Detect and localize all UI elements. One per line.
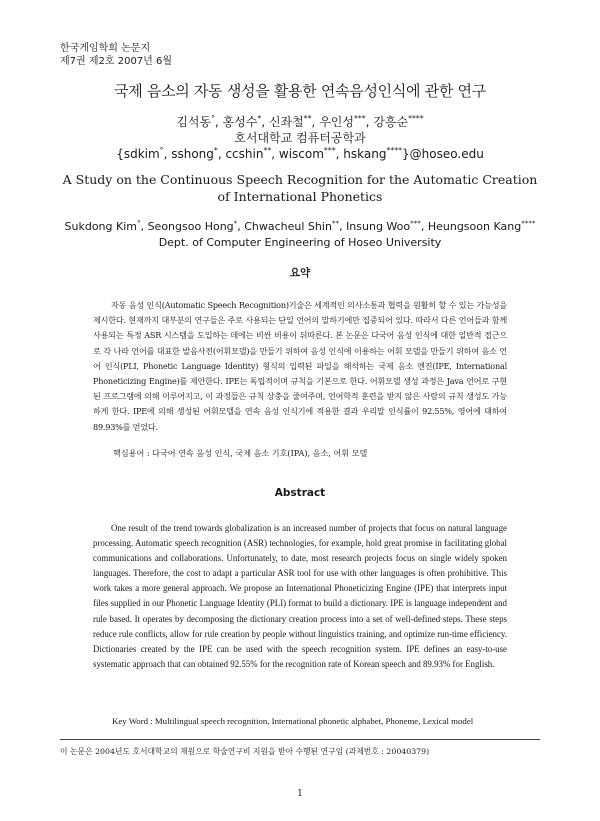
paper-title-korean: 국제 음소의 자동 생성을 활용한 연속음성인식에 관한 연구 <box>114 82 486 100</box>
journal-name: 한국게임학회 논문지 <box>60 43 151 54</box>
funding-footnote: 이 논문은 2004년도 호서대학교의 재원으로 학술연구비 지원을 받아 수행된 연구임 (과제번호 : 20040379) <box>60 747 430 756</box>
author-name: Insung Woo <box>346 220 411 233</box>
email-brace-close: } <box>402 147 410 161</box>
author-mark: ** <box>303 114 312 123</box>
email-mark: *** <box>323 146 336 155</box>
affiliation-korean: 호서대학교 컴퓨터공학과 <box>234 131 366 145</box>
author-name: 홍성수 <box>222 115 258 129</box>
email-id: ccshin <box>225 147 264 161</box>
affiliation-english: Dept. of Computer Engineering of Hoseo University <box>158 236 442 249</box>
email-mark: ° <box>159 146 164 155</box>
section-heading-korean-abstract: 요약 <box>289 267 311 279</box>
author-emails: {sdkim°, sshong*, ccshin**, wiscom***, hskang****}@hoseo.edu <box>116 146 484 161</box>
keywords-english: Key Word : Multilingual speech recognition, International phonetic alphabet, Phoneme, Lexical model <box>112 716 474 726</box>
abstract-english-body: One result of the trend towards globalization is an increased number of projects that focus on natural language processing. Automatic speech recognition (ASR) technologies, for example, hold great promise in facilitating global communications and collaborations. Unfortunately, to date, most research projects focus on single widely spoken languages. Therefore, the cost to adapt a particular ASR tool for use with other languages is often prohibitive. This work takes a more general approach. We propose an International Phoneticizing Engine (IPE) that interprets input files supplied in our Phonetic Language Identity (PLI) format to build a dictionary. IPE is language independent and rule based. It operates by decomposing the dictionary creation process into a set of well-defined steps. These steps reduce rule conflicts, allow for rule creation by people without linguistics training, and optimize run-time efficiency. Dictionaries created by the IPE can be used with the speech recognition system. IPE defines an easy-to-use systematic approach that can obtained 92.55% for the recognition rate of Korean speech and 89.93% for English. <box>93 523 507 669</box>
author-name: 강흥순 <box>373 115 409 129</box>
author-mark: * <box>233 218 238 228</box>
email-id: hskang <box>343 147 387 161</box>
email-domain: @hoseo.edu <box>409 147 484 161</box>
author-name: 신좌철 <box>268 115 304 129</box>
author-mark: *** <box>353 114 366 123</box>
author-list-korean: 김석동°, 홍성수*, 신좌철**, 우인성***, 강흥순**** <box>176 114 424 129</box>
email-brace-open: { <box>116 147 124 161</box>
author-mark: ° <box>137 218 141 228</box>
abstract-korean-body: 자동 음성 인식(Automatic Speech Recognition)기술은 세계적인 의사소통과 협력을 원활히 할 수 있는 가능성을 제시한다. 현재까지 대부분의 연구들은 주로 사용되는 단일 언어의 말하기에만 집중되어 있다. 따라서 다른 언어들과 함께 사용되는 특정 ASR 시스템을 도입하는 데에는 비싼 비용이 뒤따른다. 본 논문은 다국어 음성 인식에 대한 일반적 접근으로 각 나라 언어를 대표한 발음사전(어휘모델)을 만들기 위하여 음성 인식에 이용하는 어휘 모델을 만들기 위하여 음소 언어 인식(PLI, Phonetic Language Identity) 형식의 입력된 파일을 해석하는 국제 음소 엔진(IPE, International Phoneticizing Engine)를 제안한다. IPE는 독립적이며 규칙을 기본으로 한다. 어휘모델 생성 과정은 Java 언어로 구현된 프로그램에 의해 이루어지고, 이 과정들은 규칙 상충을 줄여주며, 언어학적 훈련을 받지 않은 사람의 규칙 생성도 가능하게 한다. IPE에 의해 생성된 어휘모델을 연속 음성 인식기에 적용한 결과 우리말 인식률이 92.55%, 영어에 대하여 89.93%를 얻었다. <box>93 300 507 432</box>
author-name: Seongsoo Hong <box>147 220 234 233</box>
author-block-korean <box>0 114 600 162</box>
email-mark: **** <box>386 146 403 155</box>
author-list-english: Sukdong Kim°, Seongsoo Hong*, Chwacheul Shin**, Insung Woo***, Heungsoon Kang**** <box>64 218 536 233</box>
journal-volume-issue: 제7권 제2호 2007년 6월 <box>60 56 173 67</box>
keywords-korean: 핵심용어 : 다국어 연속 음성 인식, 국제 음소 기호(IPA), 음소, 어휘 모델 <box>113 448 368 458</box>
author-mark: ** <box>331 218 340 228</box>
author-block-english <box>0 219 600 251</box>
email-mark: * <box>213 146 218 155</box>
section-heading-abstract: Abstract <box>274 487 326 499</box>
author-mark: ° <box>211 114 215 123</box>
author-name: 우인성 <box>319 115 354 129</box>
author-mark: **** <box>521 218 536 228</box>
author-name: Heungsoon Kang <box>427 220 522 233</box>
author-name: 김석동 <box>176 115 212 129</box>
author-name: Chwacheul Shin <box>244 220 332 233</box>
email-id: sdkim <box>123 147 160 161</box>
author-mark: *** <box>410 218 421 228</box>
paper-title-english: A Study on the Continuous Speech Recognition for the Automatic Creation of International Phonetics <box>62 172 538 204</box>
author-mark: * <box>257 114 262 123</box>
author-mark: **** <box>408 114 424 123</box>
footnote-divider <box>60 739 540 740</box>
email-id: wiscom <box>278 147 324 161</box>
email-mark: ** <box>263 146 272 155</box>
journal-header <box>60 42 172 68</box>
page-number: 1 <box>297 789 303 799</box>
author-name: Sukdong Kim <box>64 220 137 233</box>
email-id: sshong <box>171 147 214 161</box>
